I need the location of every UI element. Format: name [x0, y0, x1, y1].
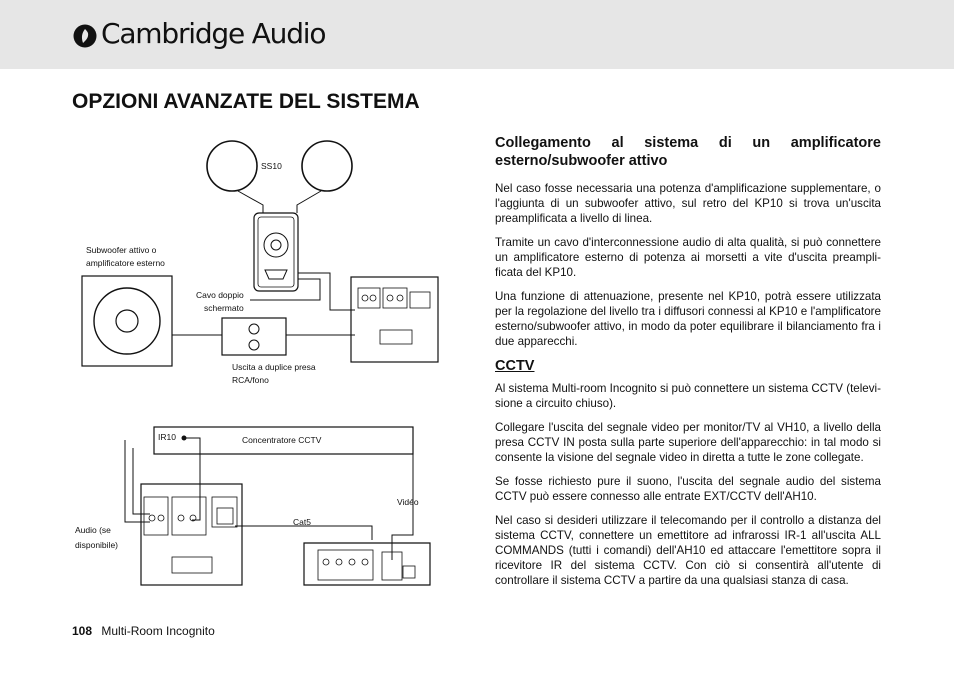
cable-label-line1: Cavo doppio	[196, 290, 244, 300]
section1-paragraph: Tramite un cavo d'interconnessione audio di alta qualità, si può connettere un amplificatore esterno di potenza ai morsetti a vite d'uscita preampli-ficata del KP10.	[495, 236, 881, 279]
section2-heading: CCTV	[495, 358, 535, 374]
section1-heading-line2: esterno/subwoofer attivo	[495, 153, 668, 169]
audio-label-line1: Audio (se	[75, 525, 111, 535]
vh10-hub	[304, 543, 430, 585]
subwoofer-label-line1: Subwoofer attivo o	[86, 245, 157, 255]
ir10-label: IR10	[158, 432, 176, 442]
video-label: Vidéo	[397, 497, 419, 507]
subwoofer-box	[82, 276, 172, 366]
section1-paragraph: Una funzione di attenuazione, presente nel KP10, potrà essere utilizzata per la regolazione del livello tra i diffusori connessi al KP10 e l'amplificatore esterno/subwoofer attivo, in modo da poter equilibrare il bilanciamento fra i due apparecchi.	[495, 290, 881, 348]
page-footer	[72, 624, 215, 638]
section2-paragraph: Al sistema Multi-room Incognito si può connettere un sistema CCTV (televi-sione a circuito chiuso).	[495, 382, 881, 410]
section2-paragraph: Nel caso si desideri utilizzare il telecomando per il controllo a distanza del sistema CCTV, connettere un emettitore ad infrarossi IR-1 all'uscita ALL COMMANDS (tutti i comandi) dell'AH10 ed attaccare l'emettitore sopra il ricevitore IR del sistema CCTV. Con ciò si consentirà all'utente di controllare il sistema CCTV a partire da una qualsiasi stanza di casa.	[495, 514, 881, 587]
section2-paragraph: Collegare l'uscita del segnale video per monitor/TV al VH10, a livello della presa CCTV IN posta sulla parte superiore dell'apparecchio: in tal modo si consente la visione del segnale video in diretta a tutte le zone collegate.	[495, 421, 881, 464]
output-label-line1: Uscita a duplice presa	[232, 362, 316, 372]
rca-output-box	[222, 318, 286, 355]
amplifier-connection-diagram	[82, 141, 438, 385]
cat5-label: Cat5	[293, 517, 311, 527]
subwoofer-label-line2: amplificatore esterno	[86, 258, 165, 268]
cctv-hub-label: Concentratore CCTV	[242, 435, 322, 445]
audio-label-line2: disponibile)	[75, 540, 118, 550]
ss10-speaker-right	[302, 141, 352, 191]
ss10-speaker-left	[207, 141, 257, 191]
output-label-line2: RCA/fono	[232, 375, 269, 385]
ss10-label: SS10	[261, 161, 282, 171]
cable-label-line2: schermato	[204, 303, 244, 313]
brand-name: Cambridge Audio	[101, 17, 326, 50]
page-number: 108	[72, 624, 93, 638]
ah10-hub-top	[351, 277, 438, 362]
section1-heading-line1: Collegamento al sistema di un amplificatore	[495, 135, 881, 151]
cctv-connection-diagram	[75, 427, 430, 585]
section2-paragraph: Se fosse richiesto pure il suono, l'uscita del segnale audio del sistema CCTV può essere connesso alle entrate EXT/CCTV dell'AH10.	[495, 475, 881, 503]
page-title: OPZIONI AVANZATE DEL SISTEMA	[72, 90, 420, 113]
ah10-hub-bottom	[141, 484, 242, 585]
kp10-keypad	[254, 213, 298, 291]
text-column	[495, 134, 881, 597]
footer-label: Multi-Room Incognito	[101, 624, 215, 638]
section1-paragraph: Nel caso fosse necessaria una potenza d'amplificazione supplementare, o l'aggiunta di un subwoofer attivo, sul retro del KP10 si trova un'uscita preamplificata a livello di linea.	[495, 182, 881, 225]
section1-heading	[495, 134, 881, 170]
